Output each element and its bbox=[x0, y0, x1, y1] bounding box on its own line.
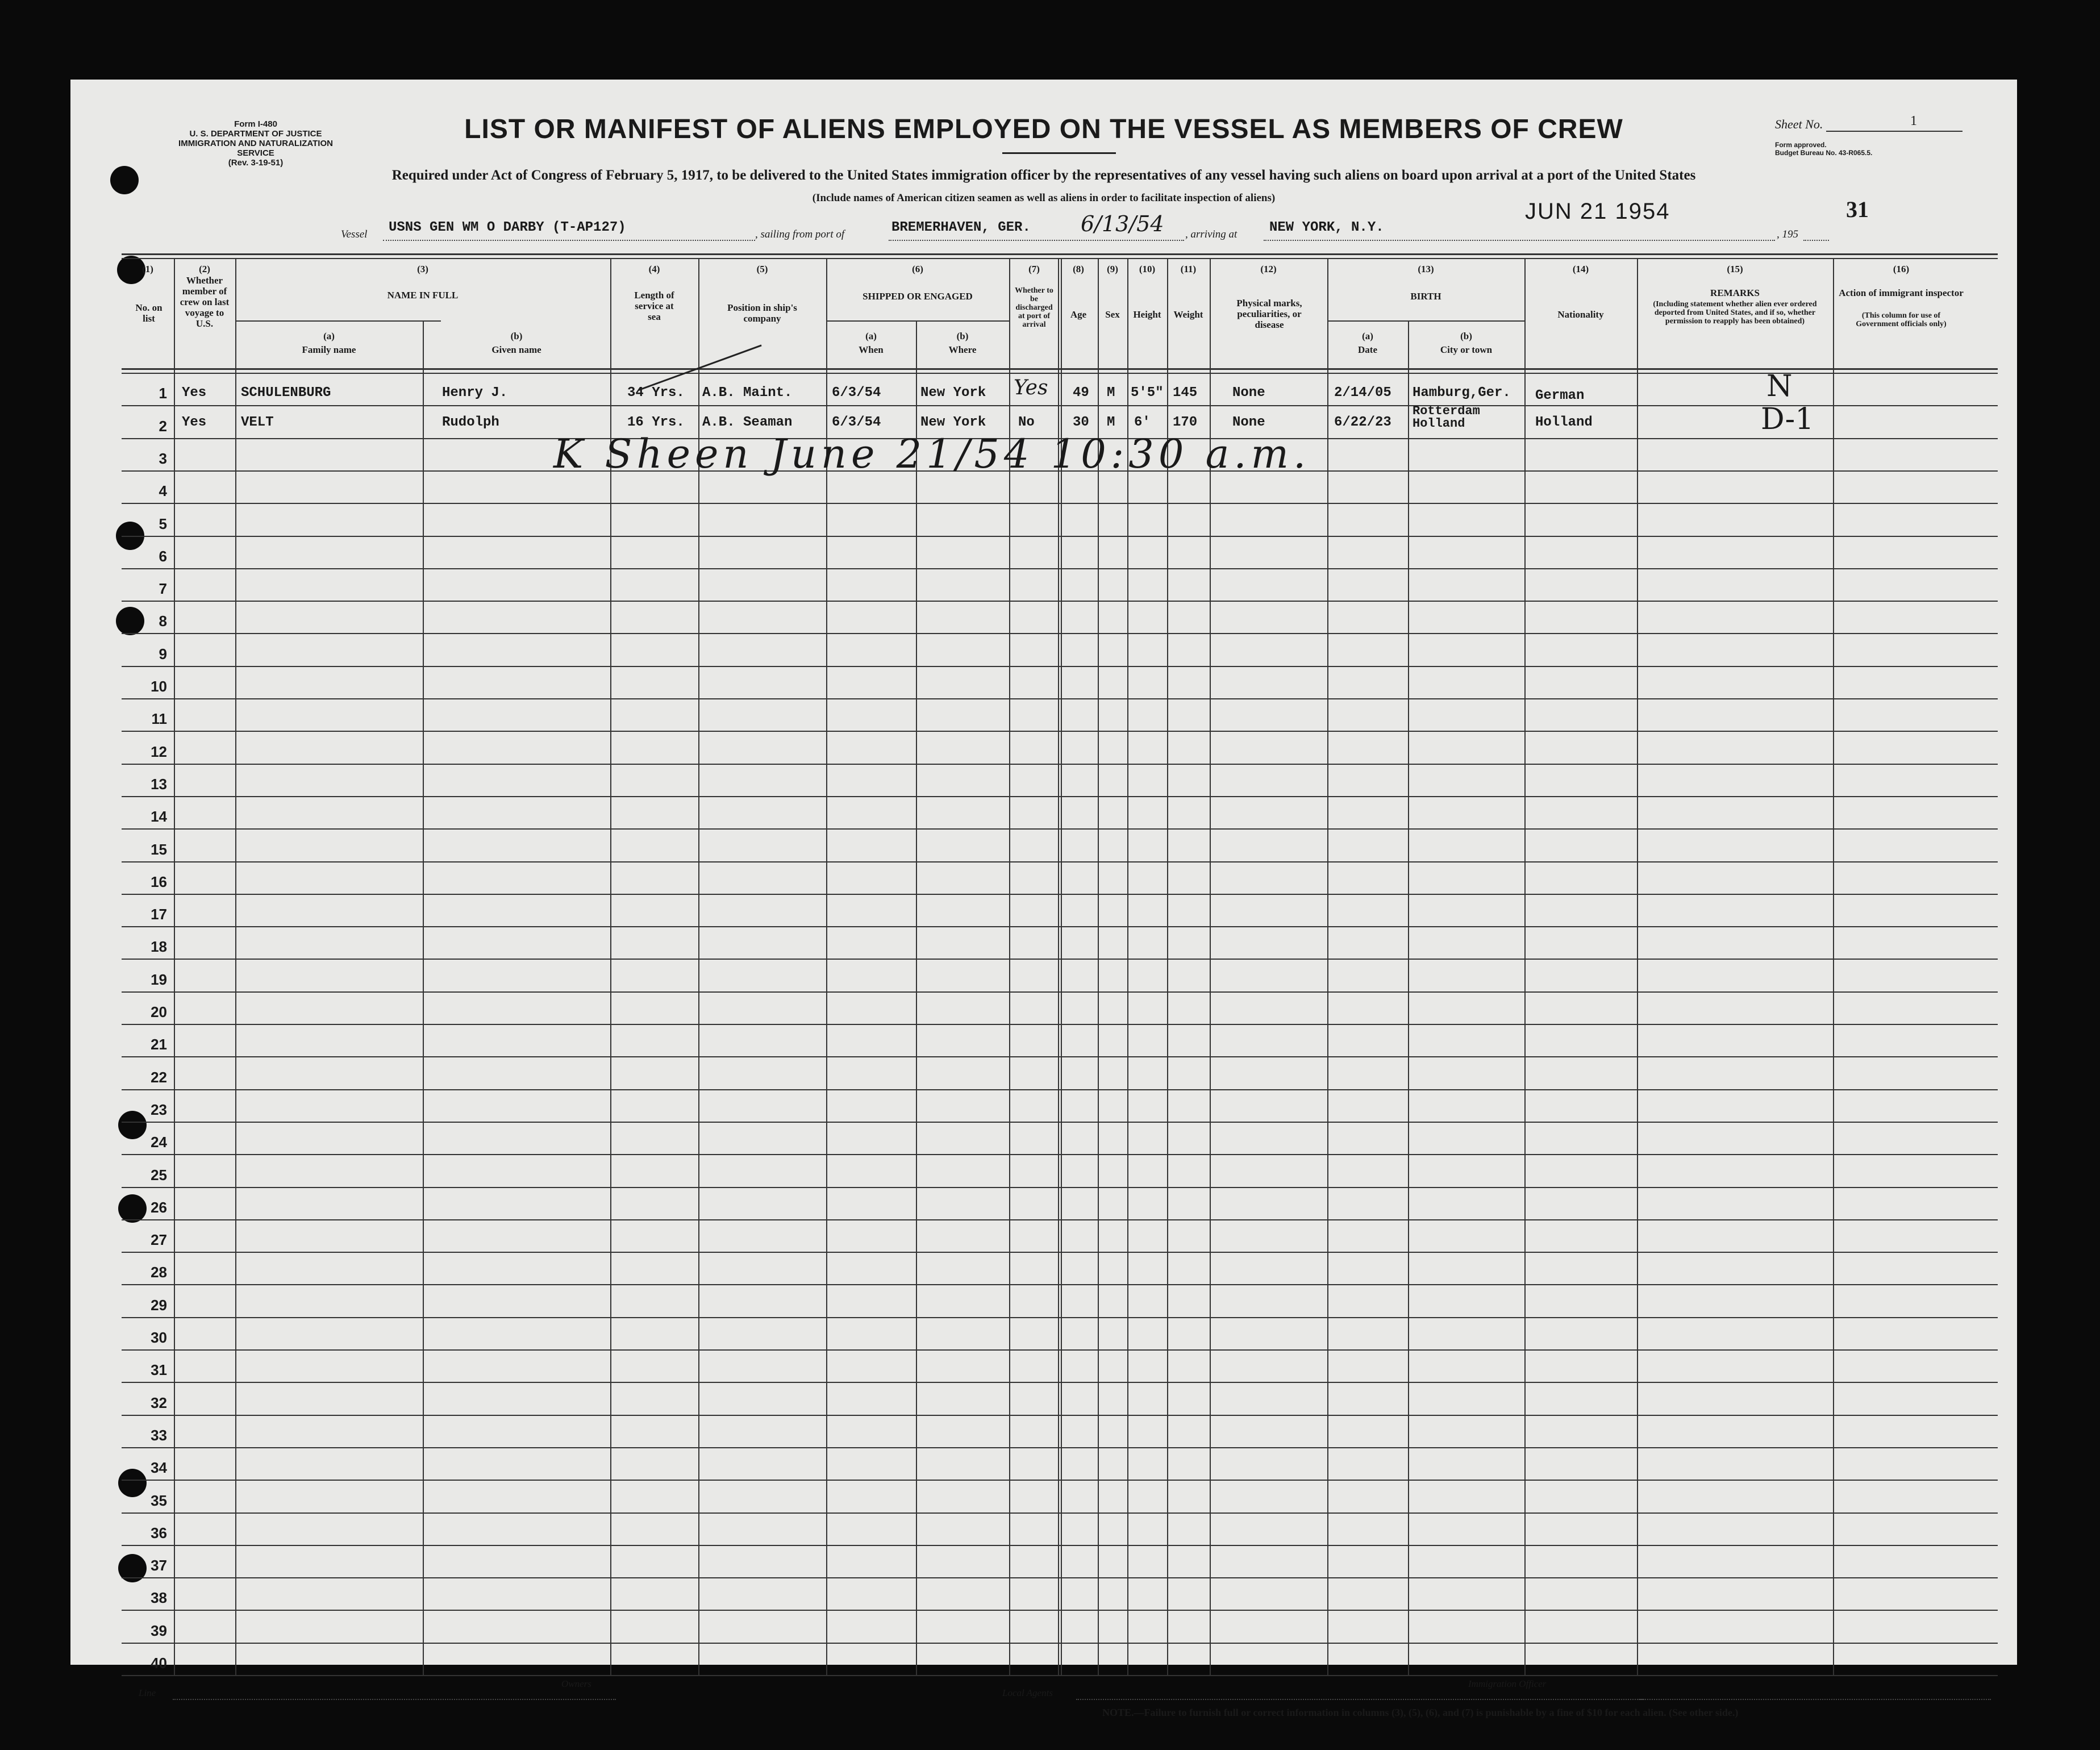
col3b-label: Given name bbox=[491, 344, 541, 355]
row-number: 1 bbox=[159, 385, 167, 402]
col15-sub: (Including statement whether alien ever ordered deported from United States, and if so, whether permission to reapply has been obtained) bbox=[1653, 300, 1817, 326]
arrival-date-stamp: JUN 21 1954 bbox=[1525, 199, 1670, 224]
subtitle: Required under Act of Congress of February 5, 1917, to be delivered to the United States immigration officer by the representatives of any vessel having such aliens on board upon arrival at a port of the United States bbox=[391, 168, 1696, 183]
row1-family-name: SCHULENBURG bbox=[241, 385, 331, 401]
footer-officer-label: Immigration Officer bbox=[1468, 1678, 1547, 1689]
row-rule bbox=[122, 1154, 1998, 1155]
row-number: 31 bbox=[151, 1361, 167, 1379]
row-number: 22 bbox=[151, 1068, 167, 1086]
department: U. S. DEPARTMENT OF JUSTICE bbox=[189, 129, 322, 139]
header-divider bbox=[235, 320, 441, 322]
row1-weight: 145 bbox=[1173, 385, 1198, 401]
row-number: 11 bbox=[151, 710, 167, 728]
row-number: 24 bbox=[151, 1134, 167, 1151]
revision: (Rev. 3-19-51) bbox=[228, 158, 284, 168]
col6b-number: (b) bbox=[956, 331, 969, 341]
row-rule bbox=[122, 503, 1998, 504]
row-rule bbox=[122, 1382, 1998, 1383]
sailing-label: , sailing from port of bbox=[755, 228, 845, 240]
row-number: 5 bbox=[159, 515, 167, 532]
col3-number: (3) bbox=[417, 264, 428, 274]
sailing-date: 6/13/54 bbox=[1081, 211, 1164, 236]
col3b-number: (b) bbox=[510, 331, 523, 341]
row-number: 36 bbox=[151, 1524, 167, 1541]
row-rule bbox=[122, 1447, 1998, 1448]
col6a-number: (a) bbox=[865, 331, 877, 341]
row-rule bbox=[122, 1577, 1998, 1578]
row2-sex: M bbox=[1107, 415, 1115, 430]
col8-label: Age bbox=[1070, 309, 1087, 320]
row1-sex: M bbox=[1107, 385, 1115, 401]
vessel-name: USNS GEN WM O DARBY (T-AP127) bbox=[389, 220, 626, 235]
year-label: , 195 bbox=[1777, 228, 1798, 240]
page-number: 31 bbox=[1846, 197, 1869, 222]
row-rule bbox=[122, 1545, 1998, 1546]
row-number: 7 bbox=[159, 580, 167, 598]
col2-number: (2) bbox=[199, 264, 210, 274]
col-divider bbox=[916, 320, 917, 1675]
col5-number: (5) bbox=[756, 264, 768, 274]
col13a-number: (a) bbox=[1362, 331, 1373, 341]
col13-label: BIRTH bbox=[1410, 291, 1441, 302]
col13a-label: Date bbox=[1358, 344, 1377, 355]
col1-label: No. on list bbox=[135, 302, 163, 324]
col16-sub: (This column for use of Government officials only) bbox=[1856, 311, 1947, 328]
col3a-number: (a) bbox=[323, 331, 335, 341]
col-divider bbox=[1408, 320, 1409, 1675]
col9-number: (9) bbox=[1107, 264, 1118, 274]
row1-given-name: Henry J. bbox=[442, 385, 508, 401]
row-rule bbox=[122, 666, 1998, 667]
row2-remarks: D-1 bbox=[1761, 402, 1814, 436]
form-number: Form I-480 bbox=[234, 119, 277, 129]
row2-family-name: VELT bbox=[241, 415, 274, 430]
row-rule bbox=[122, 959, 1998, 960]
row1-position: A.B. Maint. bbox=[702, 385, 793, 401]
row2-when: 6/3/54 bbox=[832, 415, 881, 430]
row1-when: 6/3/54 bbox=[832, 385, 881, 401]
row-number: 35 bbox=[151, 1491, 167, 1509]
row-rule bbox=[122, 1513, 1998, 1514]
row-number: 32 bbox=[151, 1394, 167, 1411]
row-number: 33 bbox=[151, 1426, 167, 1444]
col6-number: (6) bbox=[912, 264, 923, 274]
row-number: 6 bbox=[159, 547, 167, 565]
row-rule bbox=[122, 698, 1998, 699]
row2-birth-city: Rotterdam Holland bbox=[1413, 404, 1480, 431]
row1-discharge: Yes bbox=[1014, 376, 1048, 399]
row-number: 39 bbox=[151, 1622, 167, 1639]
row-rule bbox=[122, 1643, 1998, 1644]
arriving-line bbox=[1264, 240, 1775, 241]
col3-label: NAME IN FULL bbox=[387, 290, 459, 301]
row-number: 38 bbox=[151, 1589, 167, 1607]
col4-label: Length of service at sea bbox=[634, 290, 674, 322]
row-rule bbox=[122, 1056, 1998, 1057]
row-number: 37 bbox=[151, 1557, 167, 1574]
service: IMMIGRATION AND NATURALIZATION SERVICE bbox=[178, 139, 333, 158]
row-number: 8 bbox=[159, 612, 167, 630]
page-title: LIST OR MANIFEST OF ALIENS EMPLOYED ON THE VESSEL AS MEMBERS OF CREW bbox=[464, 114, 1623, 144]
row-rule bbox=[122, 991, 1998, 993]
col15-label: REMARKS bbox=[1710, 288, 1760, 298]
row2-height: 6' bbox=[1134, 415, 1151, 430]
row-number: 25 bbox=[151, 1166, 167, 1184]
row-number: 26 bbox=[151, 1198, 167, 1216]
row2-marks: None bbox=[1232, 415, 1265, 430]
row-rule bbox=[122, 1089, 1998, 1090]
row-number: 20 bbox=[151, 1003, 167, 1020]
sailing-port: BREMERHAVEN, GER. bbox=[891, 220, 1031, 235]
row-rule bbox=[122, 1480, 1998, 1481]
row-rule bbox=[122, 1219, 1998, 1220]
header-divider bbox=[826, 320, 1009, 322]
row-number: 12 bbox=[151, 743, 167, 760]
row-number: 4 bbox=[159, 482, 167, 500]
footer-owners-label: Owners bbox=[561, 1678, 591, 1689]
footer-officer-field bbox=[1639, 1699, 1991, 1700]
col11-number: (11) bbox=[1180, 264, 1197, 274]
header-divider bbox=[1327, 320, 1524, 322]
footer-agents-label: Local Agents bbox=[1002, 1688, 1053, 1698]
row-rule bbox=[122, 601, 1998, 602]
footer-line-field bbox=[173, 1699, 616, 1700]
col16-label: Action of immigrant inspector bbox=[1839, 288, 1964, 298]
row-number: 29 bbox=[151, 1296, 167, 1314]
row-number: 40 bbox=[151, 1655, 167, 1672]
manifest-sheet bbox=[70, 80, 2017, 1718]
year-line bbox=[1803, 240, 1829, 241]
header-bottom-rule bbox=[122, 373, 1998, 374]
col13-number: (13) bbox=[1418, 264, 1434, 274]
row-number: 18 bbox=[151, 938, 167, 956]
title-underline bbox=[1002, 152, 1116, 154]
col-divider bbox=[423, 320, 424, 1675]
row1-birth-city: Hamburg,Ger. bbox=[1413, 385, 1511, 401]
row-number: 30 bbox=[151, 1329, 167, 1346]
row-rule bbox=[122, 828, 1998, 830]
row1-height: 5'5" bbox=[1131, 385, 1164, 401]
col12-number: (12) bbox=[1260, 264, 1277, 274]
col6b-label: Where bbox=[948, 344, 977, 355]
budget-approval bbox=[1775, 141, 1872, 157]
footer-penalty-note: NOTE.—Failure to furnish full or correct information in columns (3), (5), (6), and (7) is punishable by a fine of $10 for each alien. (See other side.) bbox=[1102, 1707, 1739, 1718]
col8-number: (8) bbox=[1073, 264, 1084, 274]
row-number: 27 bbox=[151, 1231, 167, 1249]
row-rule bbox=[122, 405, 1998, 406]
col13b-label: City or town bbox=[1440, 344, 1493, 355]
col7-number: (7) bbox=[1028, 264, 1040, 274]
row2-position: A.B. Seaman bbox=[702, 415, 793, 430]
arriving-port: NEW YORK, N.Y. bbox=[1269, 220, 1384, 235]
row-number: 28 bbox=[151, 1264, 167, 1281]
row-number: 9 bbox=[159, 645, 167, 663]
table-top-rule bbox=[122, 253, 1998, 255]
footer-agents-field bbox=[1076, 1699, 1644, 1700]
row-number: 3 bbox=[159, 449, 167, 467]
row2-weight: 170 bbox=[1173, 415, 1198, 430]
row-rule bbox=[122, 731, 1998, 732]
col10-number: (10) bbox=[1139, 264, 1156, 274]
row-rule bbox=[122, 1252, 1998, 1253]
row-rule bbox=[122, 861, 1998, 863]
col14-label: Nationality bbox=[1557, 309, 1604, 320]
row-number: 2 bbox=[159, 417, 167, 435]
row-rule bbox=[122, 536, 1998, 537]
row-number: 23 bbox=[151, 1101, 167, 1118]
row-rule bbox=[122, 1284, 1998, 1285]
row-rule bbox=[122, 1317, 1998, 1318]
row1-nationality: German bbox=[1535, 388, 1585, 403]
col16-number: (16) bbox=[1893, 264, 1910, 274]
row-number: 16 bbox=[151, 873, 167, 890]
budget-number: Budget Bureau No. 43-R065.5. bbox=[1775, 149, 1873, 157]
sheet-underline bbox=[1826, 131, 1963, 132]
col4-number: (4) bbox=[648, 264, 660, 274]
row-rule bbox=[122, 894, 1998, 895]
row-number: 34 bbox=[151, 1459, 167, 1477]
row2-age: 30 bbox=[1073, 415, 1089, 430]
row-number: 17 bbox=[151, 906, 167, 923]
row-number: 14 bbox=[151, 808, 167, 826]
row-number: 19 bbox=[151, 970, 167, 988]
row1-age: 49 bbox=[1073, 385, 1089, 401]
row1-crew-last: Yes bbox=[182, 385, 207, 401]
row2-nationality: Holland bbox=[1535, 415, 1593, 430]
row2-service: 16 Yrs. bbox=[627, 415, 685, 430]
table-top-rule bbox=[122, 258, 1998, 259]
row1-where: New York bbox=[920, 385, 986, 401]
col1-number: (1) bbox=[142, 264, 153, 274]
row-rule bbox=[122, 1187, 1998, 1188]
col13b-number: (b) bbox=[1460, 331, 1472, 341]
row2-crew-last: Yes bbox=[182, 415, 207, 430]
sailing-line bbox=[889, 240, 1184, 241]
row2-birth-date: 6/22/23 bbox=[1334, 415, 1391, 430]
row-rule bbox=[122, 1415, 1998, 1416]
row-rule bbox=[122, 1122, 1998, 1123]
row1-service: 34 Yrs. bbox=[627, 385, 685, 401]
header-bottom-rule bbox=[122, 368, 1998, 370]
col7-label: Whether to be discharged at port of arrival bbox=[1015, 286, 1053, 329]
col2-label: Whether member of crew on last voyage to U.S. bbox=[180, 275, 230, 329]
row-rule bbox=[122, 1024, 1998, 1025]
col15-number: (15) bbox=[1727, 264, 1743, 274]
row-rule bbox=[122, 796, 1998, 797]
row-rule bbox=[122, 764, 1998, 765]
row-number: 13 bbox=[151, 775, 167, 793]
vessel-line bbox=[383, 240, 755, 241]
col11-label: Weight bbox=[1173, 309, 1203, 320]
col14-number: (14) bbox=[1572, 264, 1589, 274]
row-rule bbox=[122, 926, 1998, 927]
row1-birth-date: 2/14/05 bbox=[1334, 385, 1391, 401]
row-number: 15 bbox=[151, 840, 167, 858]
vessel-label: Vessel bbox=[341, 228, 368, 240]
col6-label: SHIPPED OR ENGAGED bbox=[863, 291, 973, 302]
row-rule bbox=[122, 568, 1998, 569]
col6a-label: When bbox=[859, 344, 884, 355]
arriving-label: , arriving at bbox=[1185, 228, 1238, 240]
sheet-label: Sheet No. bbox=[1775, 117, 1823, 131]
row-rule bbox=[122, 633, 1998, 634]
col9-label: Sex bbox=[1105, 309, 1120, 320]
row-rule bbox=[122, 1675, 1998, 1676]
row1-marks: None bbox=[1232, 385, 1265, 401]
row1-remarks: N bbox=[1766, 369, 1793, 403]
col5-label: Position in ship's company bbox=[727, 302, 797, 324]
row-rule bbox=[122, 1610, 1998, 1611]
handwritten-inspection-note: K Sheen June 21/54 10:30 a.m. bbox=[553, 431, 1311, 477]
col3a-label: Family name bbox=[302, 344, 356, 355]
sheet-number: 1 bbox=[1910, 114, 1917, 128]
approval-line: Form approved. bbox=[1775, 141, 1827, 149]
instruction-note: (Include names of American citizen seamen as well as aliens in order to facilitate inspection of aliens) bbox=[812, 192, 1276, 204]
row2-given-name: Rudolph bbox=[442, 415, 499, 430]
row-number: 21 bbox=[151, 1036, 167, 1053]
footer-line-label: Line bbox=[139, 1688, 156, 1698]
col10-label: Height bbox=[1133, 309, 1161, 320]
row2-discharge: No bbox=[1018, 415, 1035, 430]
col12-label: Physical marks, peculiarities, or disease bbox=[1236, 298, 1302, 330]
row2-where: New York bbox=[920, 415, 986, 430]
row-number: 10 bbox=[151, 678, 167, 695]
row-rule bbox=[122, 1349, 1998, 1351]
